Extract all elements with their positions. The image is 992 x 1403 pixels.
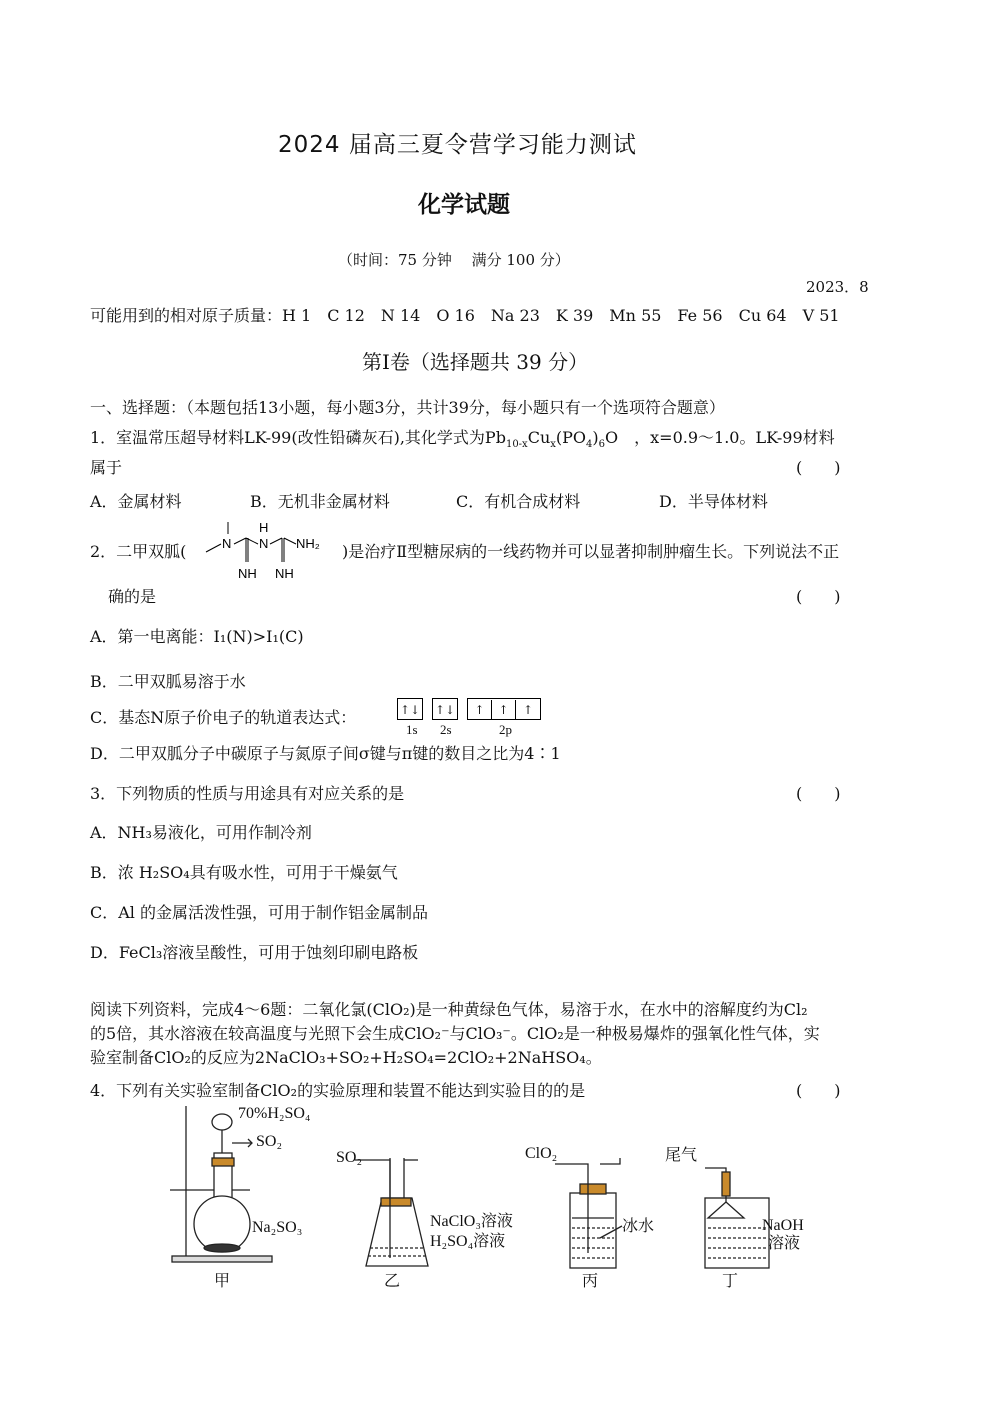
section-instructions: 一、选择题：（本题包括13小题，每小题3分，共计39分，每小题只有一个选项符合题意） [90, 398, 725, 417]
yi-solution-1-label: NaClO₃溶液 [430, 1213, 513, 1230]
jia-solid-label: Na₂SO₃ [252, 1219, 303, 1236]
yi-solution-2-label: H₂SO₄溶液 [430, 1233, 506, 1250]
question-3-option-a[interactable]: A．NH₃易液化，可用作制冷剂 [90, 823, 312, 842]
question-2-stem-a: 2．二甲双胍( [90, 542, 187, 561]
reading-passage-line-1: 阅读下列资料，完成4～6题：二氧化氯(ClO₂)是一种黄绿色气体，易溶于水，在水中的溶解度约为Cl₂ [90, 1000, 808, 1019]
reading-passage-line-3: 验室制备ClO₂的反应为2NaClO₃+SO₂+H₂SO₄=2ClO₂+2NaHSO₄。 [90, 1048, 602, 1067]
question-1-option-c[interactable]: C．有机合成材料 [456, 492, 581, 511]
time-info: （时间：75 分钟 满分 100 分） [338, 251, 570, 269]
yi-label: 乙 [384, 1273, 401, 1290]
metformin-structure [204, 518, 334, 584]
ding-gas-label: 尾气 [665, 1147, 698, 1164]
orbital-box-1s: ↑↓ [397, 698, 423, 720]
question-3-stem: 3．下列物质的性质与用途具有对应关系的是 [90, 784, 405, 803]
structure-label-nh-2: NH [275, 566, 294, 581]
orbital-label-1s: 1s [406, 722, 418, 737]
structure-label-n: N [222, 536, 232, 551]
question-2-option-d[interactable]: D．二甲双胍分子中碳原子与氮原子间σ键与π键的数目之比为4∶1 [90, 744, 561, 763]
question-3-option-c[interactable]: C．Al 的金属活泼性强，可用于制作铝金属制品 [90, 903, 429, 922]
orbital-label-2p: 2p [499, 722, 512, 737]
jia-label: 甲 [214, 1273, 231, 1290]
structure-label-nh-1: NH [238, 566, 257, 581]
question-2-option-c[interactable]: C．基态N原子价电子的轨道表达式： [90, 708, 357, 727]
question-1-stem-line2: 属于 [90, 458, 123, 477]
question-1-stem: 1．室温常压超导材料LK-99(改性铅磷灰石),其化学式为$Pb_{10-x}Cu_x(PO_4)_6O$ ，x=0.9～1.0。LK-99材料 [90, 428, 835, 451]
exam-date: 2023．8 [806, 278, 869, 296]
question-4-answer-blank: ( ) [796, 1081, 841, 1100]
question-3-option-d[interactable]: D．FeCl₃溶液呈酸性，可用于蚀刻印刷电路板 [90, 943, 419, 962]
exam-title: 2024 届高三夏令营学习能力测试 [278, 132, 637, 158]
ding-solution-1-label: NaOH [762, 1217, 804, 1234]
apparatus-figure [160, 1098, 820, 1298]
ding-label: 丁 [722, 1273, 739, 1290]
jia-reagent-label: 70%H₂SO₄ [238, 1105, 311, 1122]
subject-title: 化学试题 [418, 192, 510, 218]
orbital-box-2s: ↑↓ [432, 698, 458, 720]
question-2-option-b[interactable]: B．二甲双胍易溶于水 [90, 672, 246, 691]
bing-bath-label: 冰水 [622, 1218, 655, 1235]
question-2-option-a[interactable]: A．第一电离能：I₁(N)>I₁(C) [90, 627, 304, 646]
question-1-option-d[interactable]: D．半导体材料 [659, 492, 768, 511]
bing-gas-label: ClO₂ [525, 1145, 558, 1162]
question-2-answer-blank: ( ) [796, 587, 841, 606]
orbital-label-2s: 2s [440, 722, 452, 737]
orbital-box-2p: ↑ ↑ ↑ [467, 698, 541, 720]
structure-label-n2: N [259, 536, 269, 551]
question-1-option-a[interactable]: A．金属材料 [90, 492, 182, 511]
question-3-option-b[interactable]: B．浓 H₂SO₄具有吸水性，可用于干燥氨气 [90, 863, 398, 882]
structure-label-nh2: NH₂ [296, 536, 320, 551]
question-1-option-b[interactable]: B．无机非金属材料 [250, 492, 390, 511]
question-2-stem-b: )是治疗Ⅱ型糖尿病的一线药物并可以显著抑制肿瘤生长。下列说法不正 [342, 542, 840, 561]
structure-label-h: H [259, 520, 269, 535]
yi-gas-label: SO₂ [336, 1149, 363, 1166]
reading-passage-line-2: 的5倍，其水溶液在较高温度与光照下会生成ClO₂⁻与ClO₃⁻。ClO₂是一种极易爆炸的强氧化性气体，实 [90, 1024, 820, 1043]
question-4-stem: 4．下列有关实验室制备ClO₂的实验原理和装置不能达到实验目的的是 [90, 1081, 586, 1100]
question-3-answer-blank: ( ) [796, 784, 841, 803]
jia-gas-label: SO₂ [256, 1133, 283, 1150]
ding-solution-2-label: 溶液 [768, 1235, 801, 1252]
question-1-answer-blank: ( ) [796, 458, 841, 477]
bing-label: 丙 [582, 1273, 599, 1290]
question-2-stem-line2: 确的是 [108, 587, 157, 606]
atomic-masses: 可能用到的相对原子质量：H 1 C 12 N 14 O 16 Na 23 K 39 Mn 55 Fe 56 Cu 64 V 51 [90, 306, 840, 325]
section-title: 第Ⅰ卷（选择题共 39 分） [362, 350, 589, 374]
